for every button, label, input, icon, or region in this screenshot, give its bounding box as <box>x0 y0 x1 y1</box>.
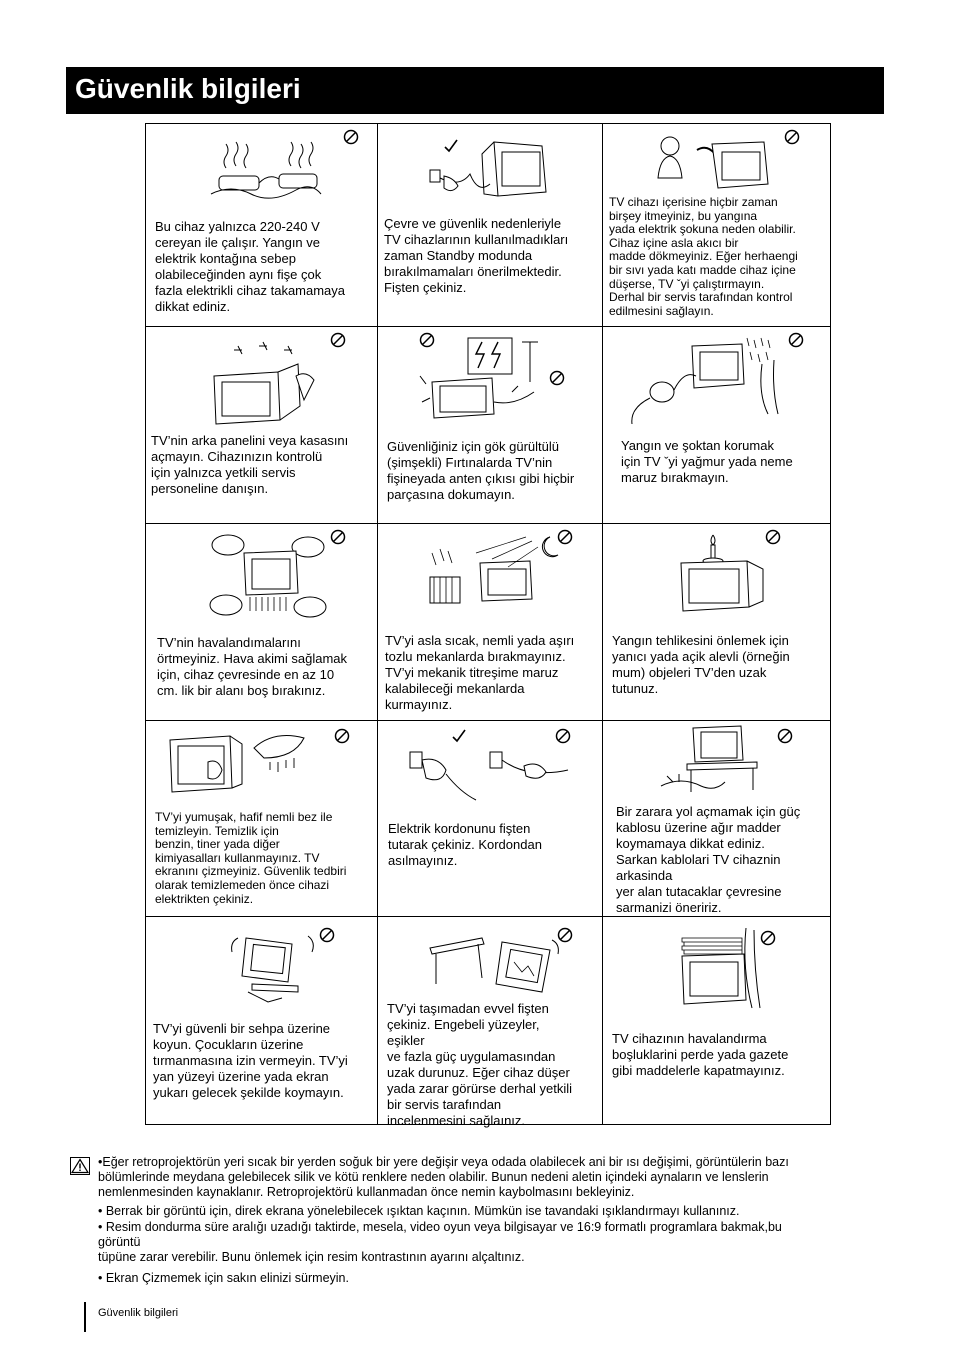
prohibit-icon <box>557 927 573 943</box>
check-icon <box>443 138 459 154</box>
rain-moisture-illustration <box>622 334 782 424</box>
note-item: • Resim dondurma süre aralığı uzadığı taktirde, mesela, video oyun veya bilgisayar ve 16:9 formatlı programlara bakmak,bu görüntü tüpüne zarar verebilir. Bunu önlemek için resim kontrastının ayarını alçaltınız. <box>98 1220 782 1264</box>
prohibit-icon <box>788 332 804 348</box>
tv-on-stand-illustration <box>657 724 767 796</box>
cell-caption: Çevre ve güvenlik nedenleriyle TV cihazlarının kullanılmadıkları zaman Standby modunda bırakılmamaları önerilmektedir. Fişten çekiniz. <box>384 216 569 295</box>
safety-cell-cord <box>377 720 602 916</box>
footer-rule <box>84 1302 86 1332</box>
title-bar <box>66 67 884 114</box>
page-title: Güvenlik bilgileri <box>75 73 301 104</box>
prohibit-icon <box>330 529 346 545</box>
heat-sun-illustration <box>422 533 572 618</box>
prohibit-icon <box>760 930 776 946</box>
safety-cell-heat <box>377 523 602 720</box>
cell-caption: TV’yi güvenli bir sehpa üzerine koyun. Çocukların üzerine tırmanmasına izin vermeyin. TV’yi yan yüzeyi üzerine yada ekran yukarı gelecek şekilde koymayın. <box>153 1021 348 1100</box>
overloaded-outlet-illustration <box>201 136 331 206</box>
cell-caption: TV’yi yumuşak, hafif nemli bez ile temizleyin. Temizlik için benzin, tiner yada diğer kimiyasalları kullanmayınız. TV ekranını çizmeyiniz. Güvenlik tedbiri olarak temizlemeden önce cihazi elektrikten çekiniz. <box>155 810 347 906</box>
safety-cell-back-panel <box>146 326 377 523</box>
prohibit-icon <box>557 529 573 545</box>
cell-caption: Elektrik kordonunu fişten tutarak çekiniz. Kordondan asılmayınız. <box>388 821 542 868</box>
safety-cell-heavy-objects <box>602 720 831 916</box>
check-icon <box>451 728 467 744</box>
cell-caption: Bir zarara yol açmamak için güç kablosu üzerine ağır madder koymamaya dikkat ediniz. Sarkan kablolari TV cihaznin arkasinda yer alan tutacaklar çevresine sarmanizi öneririz. <box>616 804 801 915</box>
safety-cell-open-flame <box>602 523 831 720</box>
note-item: •Eğer retroprojektörün yeri sıcak bir yerden soğuk bir yere değişir veya odada olabilecek ani bir ısı değişimi, görüntülerin bazı bölümlerinde meydana gelebilecek silik ve kötü renklere neden olabilir. Bunun nedeni aletin içindeki aynaların ve lenslerin nemlenmesinden kaynaklanır. Retroprojektörü kullanmadan önce nemin kaybolmasını bekleyiniz. <box>98 1155 789 1199</box>
prohibit-icon <box>419 332 435 348</box>
cell-caption: TV’yi taşımadan evvel fişten çekiniz. Engebeli yüzeyler, eşikler ve fazla güç uygulamasından uzak durunuz. Eğer cihaz düşer yada zarar görürse derhal yetkili bir servis tarafından incelenmesini sağlaınız. <box>387 1001 572 1128</box>
prohibit-icon <box>765 529 781 545</box>
prohibit-icon <box>784 129 800 145</box>
note-item: • Ekran Çizmemek için sakın elinizi sürmeyin. <box>98 1271 349 1285</box>
safety-cell-lightning <box>377 326 602 523</box>
warning-triangle-icon <box>70 1157 90 1175</box>
cell-caption: Yangın ve şoktan korumak için TV ˇyi yağmur yada neme maruz bırakmayın. <box>621 438 793 485</box>
safety-cell-power-outlet <box>146 124 377 326</box>
child-pushing-object-illustration <box>652 128 782 193</box>
prohibit-icon <box>319 927 335 943</box>
safety-cell-stable-stand <box>146 916 377 1124</box>
cell-caption: TV cihazı içerisine hiçbir zaman birşey itmeyiniz, bu yangına yada elektrik şokuna neden olabilir. Cihaz içine asla akıcı bir madde dökmeyiniz. Eğer herhaengi bir sıvı yada katı madde cihaz içine düşerse, TV ˇyi çalıştırmayın. Derhal bir servis tarafından kontrol edilmesini sağlayın. <box>609 195 798 318</box>
cell-caption: Güvenliğiniz için gök gürültülü (şimşekli) Fırtınalarda TV’nin fişineyada anten çıkısı gibi hiçbir parçasına dokumayın. <box>387 439 575 502</box>
safety-cell-standby <box>377 124 602 326</box>
pulling-plug-illustration <box>402 732 572 802</box>
prohibit-icon <box>343 129 359 145</box>
safety-cell-ventilation <box>146 523 377 720</box>
safety-cell-rain <box>602 326 831 523</box>
cell-caption: TV cihazının havalandırma boşluklarini perde yada gazete gibi maddelerle kapatmayınız. <box>612 1031 789 1078</box>
opening-tv-illustration <box>208 336 333 426</box>
cell-caption: Bu cihaz yalnızca 220-240 V cereyan ile çalışır. Yangın ve elektrik kontağına sebep olabileceğinden aynı fişe çok fazla elektrikli cihaz takamamaya dikkat ediniz. <box>155 219 346 314</box>
page-footer: Güvenlik bilgileri <box>98 1307 179 1319</box>
newspapers-on-tv-illustration <box>672 924 762 1014</box>
cell-caption: TV’nin arka panelini veya kasasını açmayın. Cihazınızın kontrolü için yalnızca yetkili servis personeline danışın. <box>151 433 349 496</box>
prohibit-icon <box>555 728 571 744</box>
prohibit-icon <box>330 332 346 348</box>
cell-caption: TV’nin havalandımalarını örtmeyiniz. Hava akimi sağlamak için, cihaz çevresinde en az 10 cm. lik bir alanı boş bırakınız. <box>157 635 348 698</box>
safety-cell-foreign-objects <box>602 124 831 326</box>
falling-tv-illustration <box>422 928 562 998</box>
cleaning-cloth-illustration <box>166 728 326 808</box>
tilting-tv-illustration <box>228 930 318 1010</box>
safety-grid <box>145 123 831 1128</box>
note-item: • Berrak bir görüntü için, direk ekrana yönelebilecek ışıktan kaçının. Mümkün ise tavandaki ışıklandırmayı kullanınız. <box>98 1204 740 1218</box>
lightning-storm-illustration <box>412 332 572 422</box>
safety-cell-moving <box>377 916 602 1128</box>
safety-cell-cleaning <box>146 720 377 916</box>
prohibit-icon <box>777 728 793 744</box>
candle-on-tv-illustration <box>677 531 767 616</box>
prohibit-icon <box>334 728 350 744</box>
cell-caption: Yangın tehlikesini önlemek için yanıcı yada açik alevli (örneğin mum) objeleri TV’den uzak tutunuz. <box>612 633 790 696</box>
cell-caption: TV’yi asla sıcak, nemli yada aşırı tozlu mekanlarda bırakmayınız. TV’yi mekanik titreşime maruz kalabileceği mekanlarda kurmayınız. <box>385 633 575 712</box>
safety-cell-curtains <box>602 916 831 1124</box>
prohibit-icon <box>549 370 565 386</box>
covered-vents-illustration <box>206 531 331 623</box>
